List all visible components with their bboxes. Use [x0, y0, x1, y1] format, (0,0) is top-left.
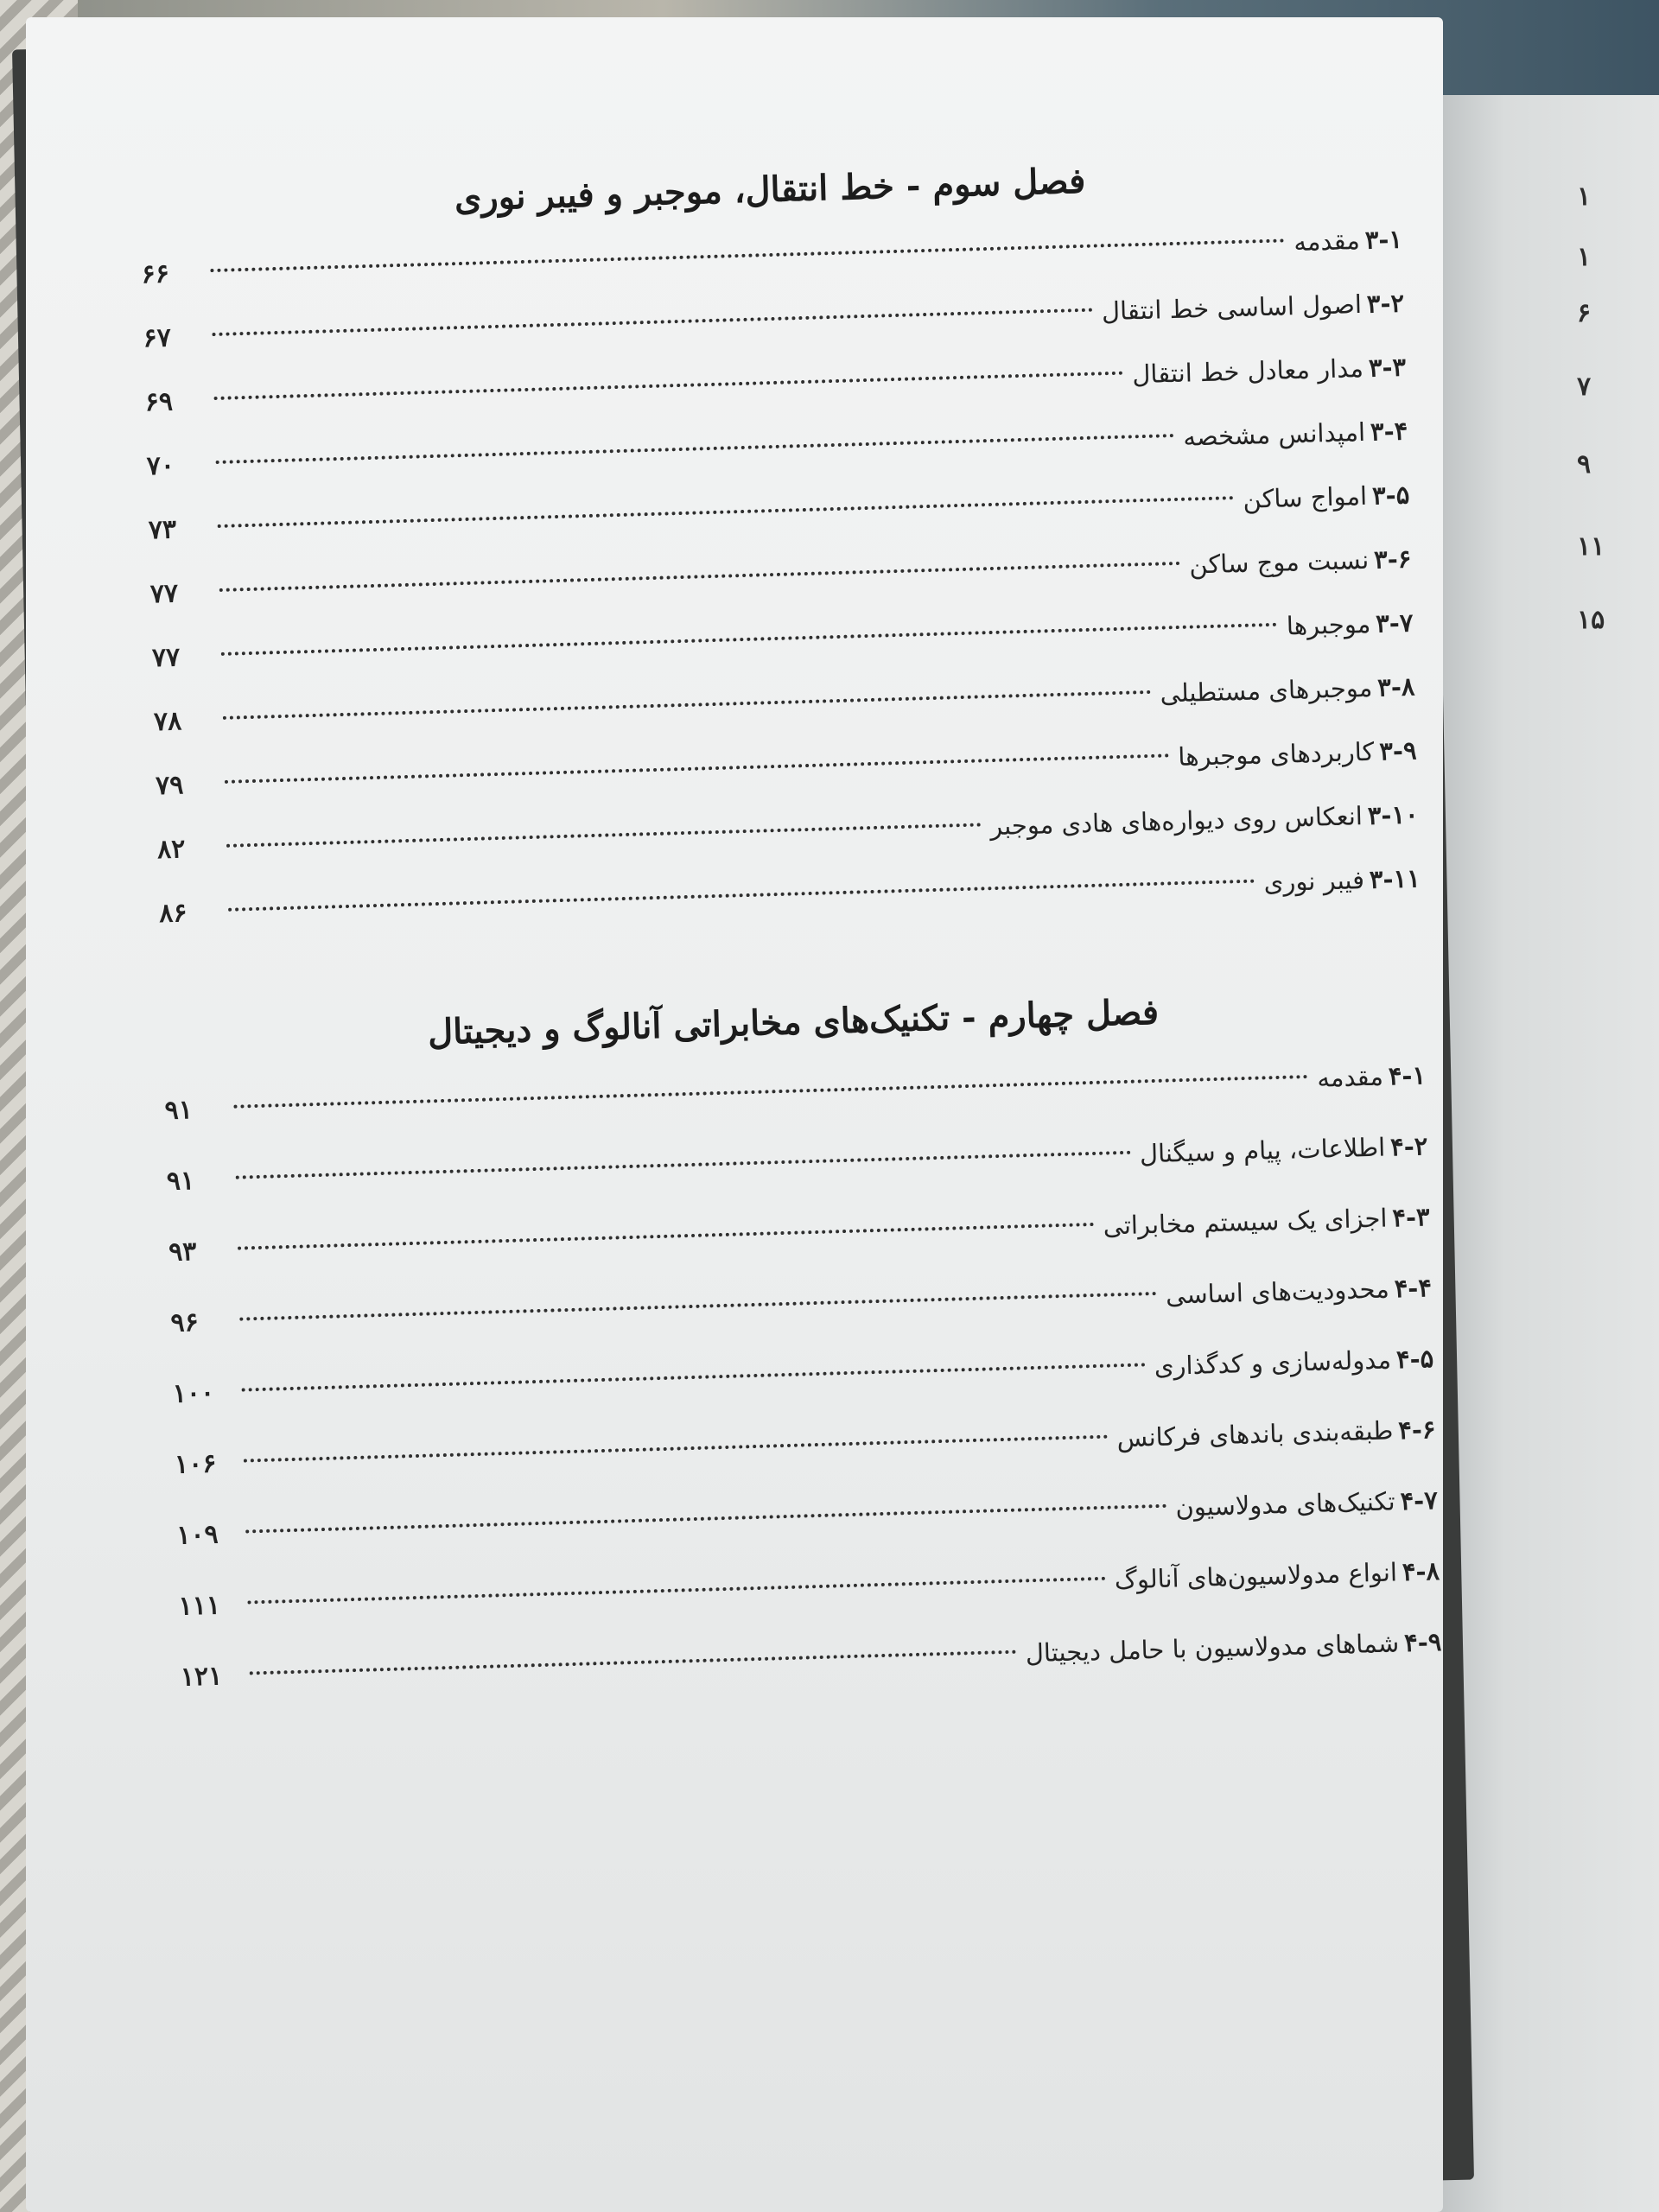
- section-title: موجبرها: [1286, 608, 1371, 641]
- dot-leader: [233, 1074, 1308, 1109]
- dot-leader: [216, 433, 1175, 464]
- dot-leader: [247, 1576, 1105, 1605]
- section-number: ۳-۴: [1370, 416, 1408, 447]
- dot-leader: [238, 1222, 1095, 1250]
- dot-leader: [221, 622, 1278, 656]
- dot-leader: [244, 1434, 1109, 1463]
- section-number: ۳-۱۱: [1369, 863, 1421, 894]
- dot-leader: [212, 308, 1093, 336]
- facing-page: [1439, 95, 1659, 2212]
- chapter-title: فصل سوم - خط انتقال، موجبر و فیبر نوری: [454, 160, 1086, 219]
- dot-leader: [225, 753, 1169, 784]
- section-title: محدودیت‌های اساسی: [1165, 1274, 1390, 1310]
- section-number: ۴-۴: [1394, 1273, 1433, 1304]
- chapter-title: فصل چهارم - تکنیک‌های مخابراتی آنالوگ و دیجیتال: [427, 991, 1160, 1053]
- section-number: ۴-۸: [1402, 1555, 1440, 1587]
- section-title: امواج ساکن: [1243, 480, 1368, 514]
- page-number: ۸۶: [158, 898, 188, 930]
- section-number: ۳-۲: [1366, 288, 1405, 319]
- section-title: انعکاس روی دیواره‌های هادی موجبر: [989, 801, 1363, 842]
- dot-leader: [218, 495, 1235, 528]
- section-number: ۳-۱۰: [1367, 799, 1420, 830]
- page-number: ۷۷: [149, 578, 179, 610]
- dot-leader: [228, 879, 1255, 912]
- section-title: شماهای مدولاسیون با حامل دیجیتال: [1025, 1628, 1400, 1669]
- facing-page-number: ۱: [1577, 242, 1592, 272]
- page-number: ۷۹: [155, 770, 184, 802]
- section-title: مدوله‌سازی و کدگذاری: [1154, 1344, 1392, 1382]
- facing-page-number: ۱: [1577, 181, 1592, 212]
- page-number: ۶۹: [144, 386, 174, 418]
- dot-leader: [250, 1649, 1017, 1675]
- section-number: ۴-۷: [1400, 1485, 1439, 1516]
- page-number: ۱۲۱: [180, 1661, 223, 1693]
- section-title: طبقه‌بندی باندهای فرکانس: [1116, 1415, 1394, 1453]
- section-title: مقدمه: [1316, 1061, 1384, 1093]
- section-number: ۳-۷: [1375, 607, 1414, 639]
- page-number: ۶۷: [143, 322, 172, 354]
- chapter-4: [162, 970, 1442, 1712]
- page-number: ۹۶: [169, 1306, 200, 1338]
- page-number: ۱۰۰: [172, 1377, 215, 1409]
- section-number: ۳-۵: [1371, 480, 1410, 511]
- section-number: ۳-۳: [1368, 352, 1407, 383]
- section-number: ۳-۶: [1373, 543, 1412, 575]
- section-number: ۳-۹: [1378, 735, 1417, 766]
- dot-leader: [210, 238, 1285, 272]
- section-title: تکنیک‌های مدولاسیون: [1174, 1486, 1396, 1522]
- section-title: امپدانس مشخصه: [1182, 416, 1366, 452]
- section-number: ۴-۹: [1403, 1626, 1442, 1658]
- section-title: کاربردهای موجبرها: [1177, 736, 1375, 772]
- section-number: ۴-۲: [1389, 1131, 1428, 1162]
- page-number: ۸۲: [156, 834, 186, 866]
- section-number: ۳-۸: [1376, 671, 1415, 702]
- dot-leader: [236, 1150, 1131, 1179]
- section-title: انواع مدولاسیون‌های آنالوگ: [1114, 1557, 1398, 1595]
- dot-leader: [223, 690, 1152, 720]
- section-title: موجبرهای مستطیلی: [1160, 672, 1373, 709]
- section-number: ۴-۶: [1397, 1414, 1436, 1446]
- dot-leader: [219, 561, 1181, 592]
- section-number: ۴-۱: [1388, 1060, 1427, 1091]
- page-number: ۷۸: [153, 706, 182, 738]
- facing-page-number: ۱۵: [1577, 605, 1605, 635]
- facing-page-number: ۶: [1577, 298, 1592, 328]
- dot-leader: [239, 1291, 1157, 1321]
- section-title: مقدمه: [1293, 225, 1361, 257]
- table-of-contents: [138, 138, 1445, 1815]
- page-number: ۷۷: [151, 642, 181, 674]
- dot-leader: [245, 1503, 1166, 1534]
- section-number: ۴-۵: [1395, 1344, 1434, 1375]
- dot-leader: [242, 1362, 1146, 1391]
- section-title: فیبر نوری: [1263, 865, 1365, 898]
- page-number: ۱۱۱: [178, 1590, 221, 1622]
- chapter-3: [138, 138, 1421, 945]
- page-number: ۶۶: [141, 258, 170, 290]
- section-number: ۳-۱: [1364, 224, 1403, 255]
- section-title: اطلاعات، پیام و سیگنال: [1139, 1132, 1386, 1169]
- page-number: ۹۱: [166, 1166, 195, 1197]
- section-title: اصول اساسی خط انتقال: [1101, 289, 1363, 327]
- facing-page-number: ۱۱: [1577, 531, 1605, 562]
- page-number: ۹۱: [164, 1095, 194, 1126]
- page-number: ۱۰۶: [174, 1448, 217, 1480]
- facing-page-number: ۹: [1577, 449, 1592, 480]
- facing-page-number: ۷: [1577, 372, 1592, 402]
- section-number: ۴-۳: [1391, 1202, 1431, 1233]
- page-number: ۷۳: [148, 514, 177, 546]
- page-number: ۱۰۹: [175, 1519, 219, 1551]
- section-title: نسبت موج ساکن: [1188, 544, 1370, 580]
- page-number: ۹۳: [168, 1236, 197, 1268]
- section-title: مدار معادل خط انتقال: [1131, 353, 1364, 390]
- section-title: اجزای یک سیستم مخابراتی: [1103, 1203, 1388, 1241]
- dot-leader: [226, 822, 982, 847]
- dot-leader: [214, 371, 1124, 400]
- page-number: ۷۰: [146, 450, 175, 482]
